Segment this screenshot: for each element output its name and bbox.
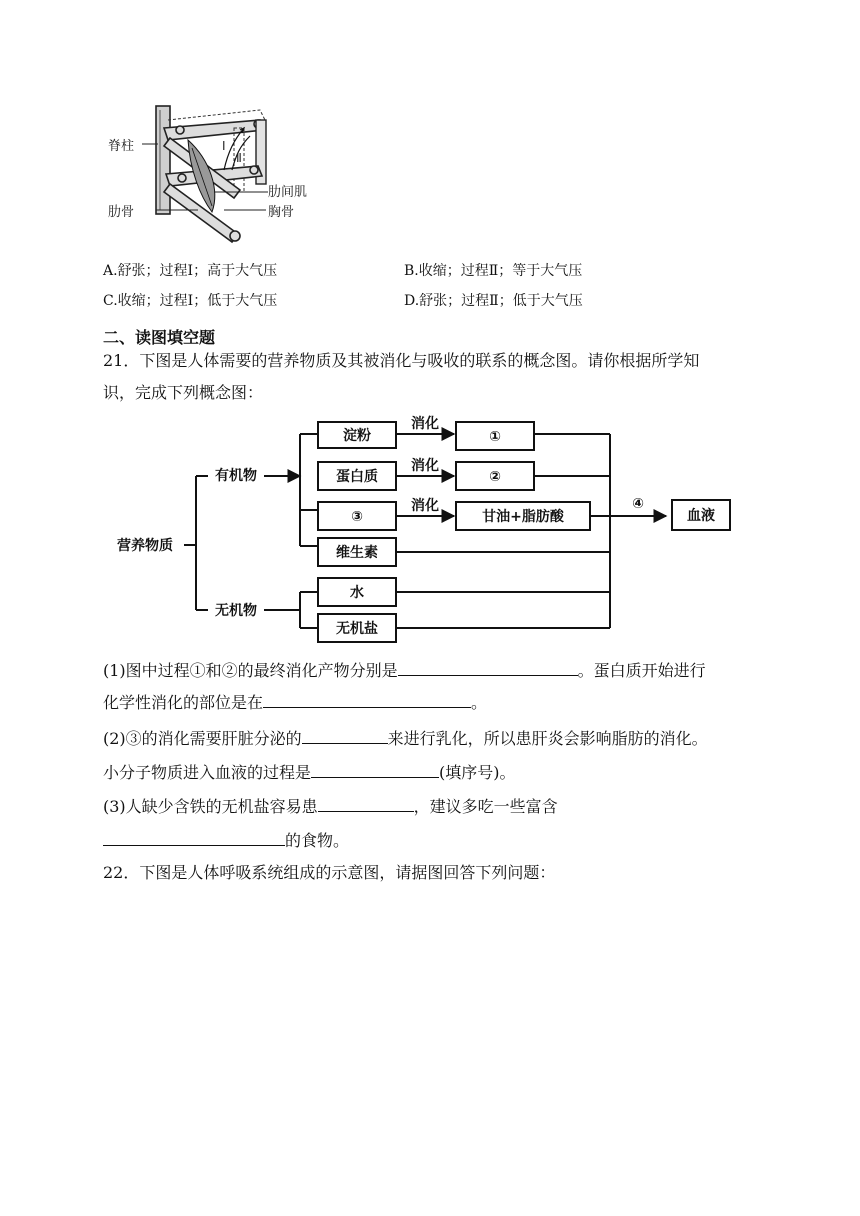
q21-p2-text-d: (填序号)。 [439,763,516,782]
q21-part1-line1 [103,655,763,687]
q21-part2-line1 [103,723,763,755]
digest-label-1: 消化 [411,416,439,432]
answer-blank-5[interactable] [318,793,414,812]
organic-label: 有机物 [215,468,257,484]
answer-blank-3[interactable] [302,725,388,744]
q22-stem: 22．下图是人体呼吸系统组成的示意图，请据图回答下列问题： [103,863,556,882]
answer-blank-1[interactable] [398,657,578,676]
section-title: 二、读图填空题 [103,328,216,347]
spine-label: 脊柱 [108,139,135,154]
salt-box: 无机盐 [336,621,378,637]
rib-cage-figure [100,100,320,260]
q21-p1-text-b: 。蛋白质开始进行 [577,661,706,680]
option-b: B.收缩；过程Ⅱ；等于大气压 [404,263,583,279]
option-c: C.收缩；过程Ⅰ；低于大气压 [103,293,278,309]
q21-part3-line1 [103,791,763,823]
q21-stem-line1: 21．下图是人体需要的营养物质及其被消化与吸收的联系的概念图。请你根据所学知 [103,351,700,370]
process-two-label: Ⅱ [236,151,242,165]
q21-p3-text-b: ，建议多吃一些富含 [413,797,558,816]
answer-blank-6[interactable] [103,827,285,846]
digest-label-2: 消化 [411,458,439,474]
root-label: 营养物质 [117,538,173,554]
q21-p3-text-c: 的食物。 [285,831,350,850]
nutrient-concept-diagram [100,410,760,650]
q21-p2-text-c: 小分子物质进入血液的过程是 [103,763,312,782]
intercostal-muscle-label: 肋间肌 [268,185,308,200]
starch-box: 淀粉 [343,428,371,444]
answer-blank-4[interactable] [311,759,439,778]
product-box-3: 甘油+脂肪酸 [482,509,564,525]
q21-stem-line2: 识，完成下列概念图： [103,383,264,402]
water-box: 水 [350,585,364,601]
q21-p1-text-d: 。 [471,693,488,712]
absorb-label: ④ [632,496,644,512]
q21-part2-line2 [103,757,763,789]
sternum-label: 胸骨 [268,205,295,220]
blood-box: 血液 [687,508,715,524]
inorganic-label: 无机物 [215,603,257,619]
answer-blank-2[interactable] [263,689,471,708]
q21-p2-text-b: 来进行乳化，所以患肝炎会影响脂肪的消化。 [387,729,708,748]
process-one-label: Ⅰ [222,139,226,153]
q21-part1-line2 [103,687,763,719]
q21-part3-line2 [103,825,763,857]
vitamin-box: 维生素 [336,545,378,561]
product-box-1: ① [489,429,501,445]
product-box-2: ② [489,469,501,485]
rib-label: 肋骨 [108,205,135,220]
option-d: D.舒张；过程Ⅱ；低于大气压 [404,293,583,309]
q21-p1-text-a: (1)图中过程①和②的最终消化产物分别是 [103,661,398,680]
protein-box: 蛋白质 [336,469,378,485]
digest-label-3: 消化 [411,498,439,514]
q21-p1-text-c: 化学性消化的部位是在 [103,693,264,712]
q21-p3-text-a: (3)人缺少含铁的无机盐容易患 [103,797,318,816]
fat-box: ③ [351,509,363,525]
q21-p2-text-a: (2)③的消化需要肝脏分泌的 [103,729,302,748]
option-a: A.舒张；过程Ⅰ；高于大气压 [103,263,278,279]
